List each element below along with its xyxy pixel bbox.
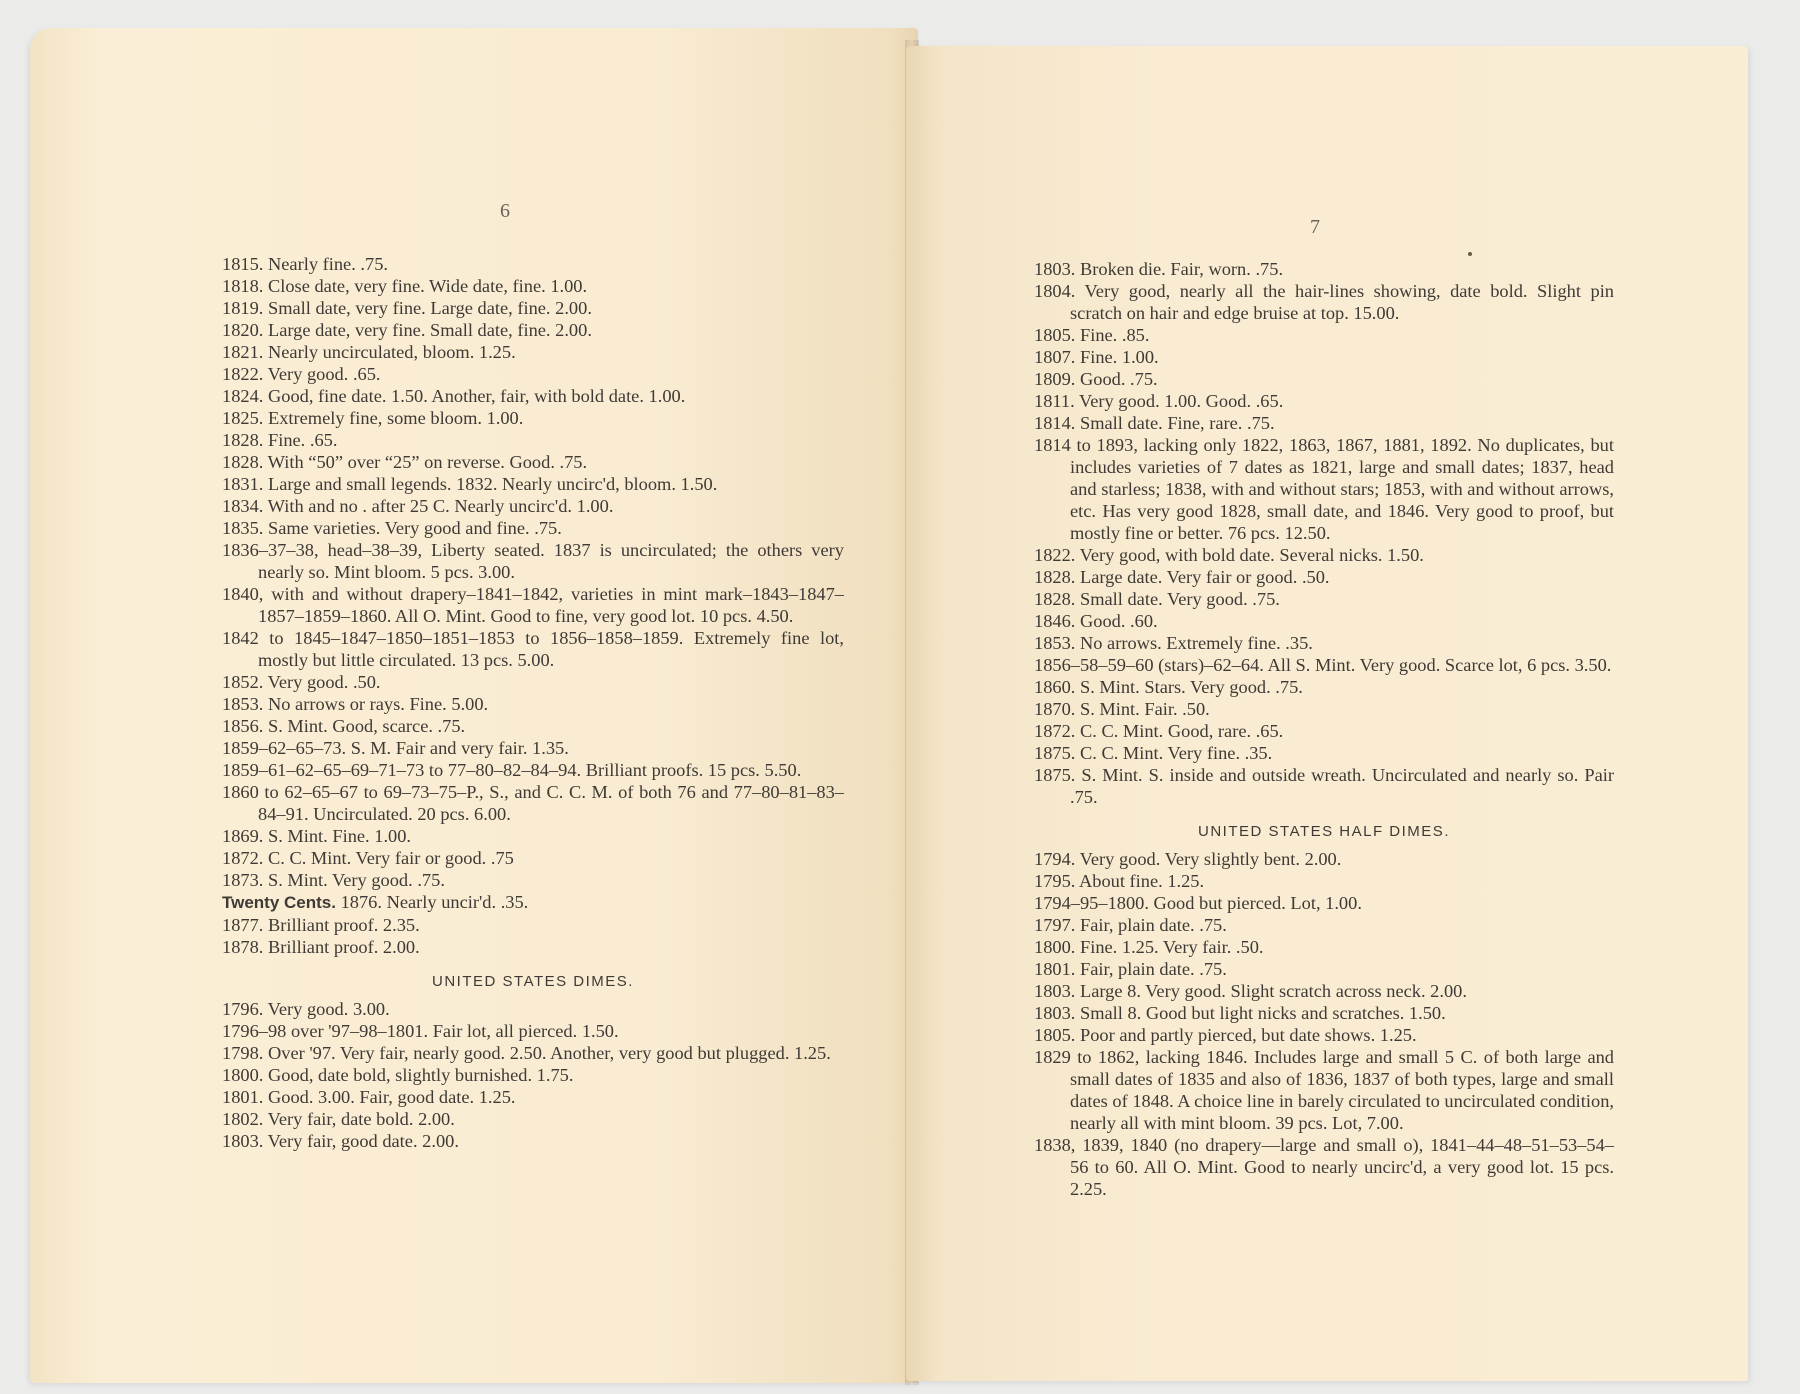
catalog-entry: 1856–58–59–60 (stars)–62–64. All S. Mint. Very good. Scarce lot, 6 pcs. 3.50. <box>1034 655 1612 675</box>
catalog-entry: 1872. C. C. Mint. Very fair or good. .75 <box>222 848 514 868</box>
catalog-entry: 1834. With and no . after 25 C. Nearly uncirc'd. 1.00. <box>222 496 614 516</box>
page-number-right: 7 <box>1310 216 1320 238</box>
catalog-entry: 1836–37–38, head–38–39, Liberty seated. 1837 is uncirculated; the others very nearly so. Mint bloom. 5 pcs. 3.00. <box>222 540 844 582</box>
catalog-entry: 1797. Fair, plain date. .75. <box>1034 915 1227 935</box>
catalog-entry: 1860. S. Mint. Stars. Very good. .75. <box>1034 677 1303 697</box>
catalog-entry: 1875. C. C. Mint. Very fine. .35. <box>1034 743 1273 763</box>
catalog-entry: 1819. Small date, very fine. Large date, fine. 2.00. <box>222 298 592 318</box>
left-column <box>222 253 844 1152</box>
catalog-entry: 1805. Fine. .85. <box>1034 325 1150 345</box>
catalog-entry: 1796. Very good. 3.00. <box>222 999 390 1019</box>
catalog-entry: 1805. Poor and partly pierced, but date shows. 1.25. <box>1034 1025 1417 1045</box>
catalog-entry: 1801. Fair, plain date. .75. <box>1034 959 1227 979</box>
catalog-entry: 1869. S. Mint. Fine. 1.00. <box>222 826 412 846</box>
half-dimes-entries <box>1034 848 1614 1200</box>
catalog-entry: 1877. Brilliant proof. 2.35. <box>222 915 420 935</box>
catalog-entry: 1860 to 62–65–67 to 69–73–75–P., S., and C. C. M. of both 76 and 77–80–81–83–84–91. Uncirculated. 20 pcs. 6.00. <box>222 782 844 824</box>
catalog-entry: 1835. Same varieties. Very good and fine. .75. <box>222 518 562 538</box>
twenty-cents-entry <box>222 891 844 914</box>
catalog-entry: 1846. Good. .60. <box>1034 611 1158 631</box>
catalog-entry: 1828. Small date. Very good. .75. <box>1034 589 1280 609</box>
catalog-entry: 1825. Extremely fine, some bloom. 1.00. <box>222 408 524 428</box>
catalog-entry: 1801. Good. 3.00. Fair, good date. 1.25. <box>222 1087 516 1107</box>
catalog-entry: 1842 to 1845–1847–1850–1851–1853 to 1856–1858–1859. Extremely fine lot, mostly but little circulated. 13 pcs. 5.00. <box>222 628 844 670</box>
catalog-entry: 1831. Large and small legends. 1832. Nearly uncirc'd, bloom. 1.50. <box>222 474 718 494</box>
twenty-cents-text: 1876. Nearly uncir'd. .35. <box>340 892 529 912</box>
page-number-left: 6 <box>500 200 510 222</box>
left-page <box>30 28 918 1383</box>
catalog-entry: 1840, with and without drapery–1841–1842, varieties in mint mark–1843–1847–1857–1859–1860. All O. Mint. Good to fine, very good lot. 10 pcs. 4.50. <box>222 584 844 626</box>
catalog-entry: 1809. Good. .75. <box>1034 369 1158 389</box>
catalog-entry: 1802. Very fair, date bold. 2.00. <box>222 1109 455 1129</box>
catalog-entry: 1838, 1839, 1840 (no drapery—large and small o), 1841–44–48–51–53–54–56 to 60. All O. Mint. Good to nearly uncirc'd, a very good lot. 15 pcs. 2.25. <box>1034 1135 1614 1199</box>
catalog-entry: 1852. Very good. .50. <box>222 672 381 692</box>
catalog-entry: 1798. Over '97. Very fair, nearly good. 2.50. Another, very good but plugged. 1.25. <box>222 1043 831 1063</box>
catalog-entry: 1872. C. C. Mint. Good, rare. .65. <box>1034 721 1284 741</box>
catalog-entry: 1796–98 over '97–98–1801. Fair lot, all pierced. 1.50. <box>222 1021 619 1041</box>
catalog-entry: 1828. With “50” over “25” on reverse. Good. .75. <box>222 452 588 472</box>
catalog-entry: 1794. Very good. Very slightly bent. 2.00. <box>1034 849 1342 869</box>
catalog-entry: 1859–62–65–73. S. M. Fair and very fair. 1.35. <box>222 738 569 758</box>
catalog-entry: 1795. About fine. 1.25. <box>1034 871 1205 891</box>
half-dimes-heading: UNITED STATES HALF DIMES. <box>1198 823 1450 840</box>
catalog-entry: 1822. Very good, with bold date. Several nicks. 1.50. <box>1034 545 1424 565</box>
half-dollar-entries <box>222 253 844 891</box>
catalog-entry: 1803. Broken die. Fair, worn. .75. <box>1034 259 1284 279</box>
catalog-entry: 1800. Fine. 1.25. Very fair. .50. <box>1034 937 1264 957</box>
catalog-entry: 1803. Large 8. Very good. Slight scratch across neck. 2.00. <box>1034 981 1467 1001</box>
catalog-entry: 1811. Very good. 1.00. Good. .65. <box>1034 391 1284 411</box>
dime-entries-continued <box>1034 258 1614 808</box>
dimes-heading: UNITED STATES DIMES. <box>432 973 634 990</box>
catalog-entry: 1870. S. Mint. Fair. .50. <box>1034 699 1210 719</box>
catalog-entry: 1829 to 1862, lacking 1846. Includes large and small 5 C. of both large and small dates of 1835 and also of 1836, 1837 of both types, large and small dates of 1848. A choice line in barely circulated to uncirculated condition, nearly all with mint bloom. 39 pcs. Lot, 7.00. <box>1034 1047 1614 1133</box>
catalog-entry: 1859–61–62–65–69–71–73 to 77–80–82–84–94. Brilliant proofs. 15 pcs. 5.50. <box>222 760 802 780</box>
right-page <box>906 46 1748 1381</box>
catalog-entry: 1803. Small 8. Good but light nicks and scratches. 1.50. <box>1034 1003 1446 1023</box>
dimes-entries <box>222 998 844 1152</box>
catalog-entry: 1873. S. Mint. Very good. .75. <box>222 870 445 890</box>
catalog-entry: 1853. No arrows. Extremely fine. .35. <box>1034 633 1313 653</box>
catalog-entry: 1820. Large date, very fine. Small date, fine. 2.00. <box>222 320 592 340</box>
right-column <box>1034 258 1614 1200</box>
catalog-entry: 1807. Fine. 1.00. <box>1034 347 1159 367</box>
catalog-entry: 1828. Large date. Very fair or good. .50. <box>1034 567 1330 587</box>
catalog-entry: 1821. Nearly uncirculated, bloom. 1.25. <box>222 342 516 362</box>
catalog-entry: 1794–95–1800. Good but pierced. Lot, 1.00. <box>1034 893 1362 913</box>
catalog-entry: 1815. Nearly fine. .75. <box>222 254 388 274</box>
ink-speck <box>1468 252 1472 256</box>
catalog-entry: 1828. Fine. .65. <box>222 430 338 450</box>
catalog-entry: 1856. S. Mint. Good, scarce. .75. <box>222 716 466 736</box>
catalog-entry: 1803. Very fair, good date. 2.00. <box>222 1131 459 1151</box>
catalog-entry: 1878. Brilliant proof. 2.00. <box>222 937 420 957</box>
catalog-entry: 1800. Good, date bold, slightly burnished. 1.75. <box>222 1065 574 1085</box>
twenty-cents-entries <box>222 914 844 958</box>
catalog-entry: 1824. Good, fine date. 1.50. Another, fair, with bold date. 1.00. <box>222 386 686 406</box>
catalog-entry: 1875. S. Mint. S. inside and outside wreath. Uncirculated and nearly so. Pair .75. <box>1034 765 1614 807</box>
catalog-entry: 1814. Small date. Fine, rare. .75. <box>1034 413 1275 433</box>
catalog-entry: 1804. Very good, nearly all the hair-lines showing, date bold. Slight pin scratch on hair and edge bruise at top. 15.00. <box>1034 281 1614 323</box>
catalog-entry: 1814 to 1893, lacking only 1822, 1863, 1867, 1881, 1892. No duplicates, but includes varieties of 7 dates as 1821, large and small dates; 1837, head and starless; 1838, with and without stars; 1853, with and without arrows, etc. Has very good 1828, small date, and 1846. Very good to proof, but mostly fine or better. 76 pcs. 12.50. <box>1034 435 1614 543</box>
catalog-entry: 1822. Very good. .65. <box>222 364 381 384</box>
twenty-cents-heading: Twenty Cents. <box>222 893 336 912</box>
catalog-entry: 1853. No arrows or rays. Fine. 5.00. <box>222 694 489 714</box>
catalog-entry: 1818. Close date, very fine. Wide date, fine. 1.00. <box>222 276 588 296</box>
